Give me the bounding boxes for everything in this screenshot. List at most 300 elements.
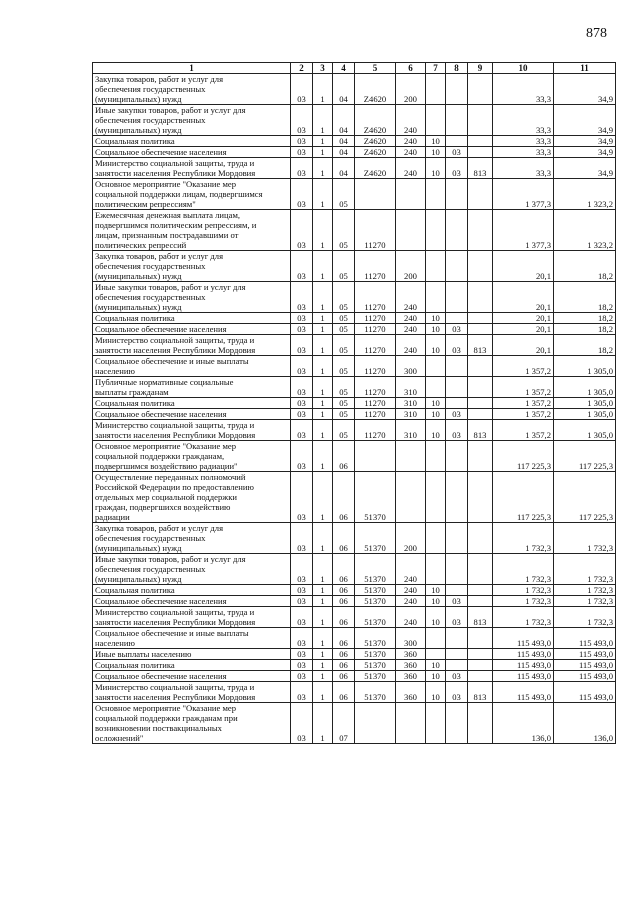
table-row [93, 441, 616, 472]
cell-col-6: 240 [396, 136, 426, 147]
cell-col-6: 240 [396, 147, 426, 158]
cell-col-3: 1 [313, 441, 333, 472]
cell-col-6: 240 [396, 607, 426, 628]
cell-col-8 [446, 649, 468, 660]
cell-amount-10: 1 357,2 [493, 377, 554, 398]
cell-col-5: 51370 [355, 554, 396, 585]
table-row [93, 282, 616, 313]
cell-col-9 [468, 210, 493, 251]
cell-col-3: 1 [313, 179, 333, 210]
row-name: Социальное обеспечение и иные выплаты населению [93, 356, 291, 377]
cell-amount-10: 33,3 [493, 158, 554, 179]
table-row [93, 554, 616, 585]
row-name: Основное мероприятие "Оказание мер социальной поддержки гражданам, подвергшимся воздействию радиации" [93, 441, 291, 472]
cell-col-4: 05 [333, 420, 355, 441]
cell-col-4: 06 [333, 585, 355, 596]
cell-col-4: 04 [333, 158, 355, 179]
cell-col-4: 05 [333, 210, 355, 251]
row-name: Социальная политика [93, 585, 291, 596]
cell-col-6: 300 [396, 356, 426, 377]
table-row [93, 210, 616, 251]
cell-col-7: 10 [426, 671, 446, 682]
cell-col-3: 1 [313, 420, 333, 441]
cell-col-5: 11270 [355, 335, 396, 356]
table-row [93, 313, 616, 324]
cell-col-8 [446, 398, 468, 409]
row-name: Публичные нормативные социальные выплаты гражданам [93, 377, 291, 398]
table-row [93, 324, 616, 335]
cell-amount-10: 20,1 [493, 282, 554, 313]
cell-col-7: 10 [426, 596, 446, 607]
cell-col-7 [426, 356, 446, 377]
cell-amount-10: 115 493,0 [493, 628, 554, 649]
table-row [93, 585, 616, 596]
cell-col-3: 1 [313, 554, 333, 585]
cell-amount-10: 20,1 [493, 251, 554, 282]
cell-col-6: 360 [396, 682, 426, 703]
cell-col-3: 1 [313, 282, 333, 313]
cell-amount-10: 136,0 [493, 703, 554, 744]
cell-amount-11: 1 732,3 [554, 607, 616, 628]
cell-col-3: 1 [313, 409, 333, 420]
table-row [93, 607, 616, 628]
cell-col-8: 03 [446, 324, 468, 335]
cell-col-5: 51370 [355, 585, 396, 596]
cell-col-4: 06 [333, 660, 355, 671]
cell-amount-10: 1 732,3 [493, 596, 554, 607]
row-name: Иные выплаты населению [93, 649, 291, 660]
cell-amount-11: 1 732,3 [554, 585, 616, 596]
table-row [93, 136, 616, 147]
row-name: Закупка товаров, работ и услуг для обеспечения государственных (муниципальных) нужд [93, 523, 291, 554]
cell-col-4: 05 [333, 335, 355, 356]
cell-col-2: 03 [291, 398, 313, 409]
cell-amount-11: 1 732,3 [554, 596, 616, 607]
cell-col-2: 03 [291, 671, 313, 682]
cell-col-5: 51370 [355, 472, 396, 523]
cell-col-3: 1 [313, 158, 333, 179]
cell-col-2: 03 [291, 158, 313, 179]
cell-col-8: 03 [446, 409, 468, 420]
column-header: 8 [446, 63, 468, 74]
table-row [93, 671, 616, 682]
cell-col-9 [468, 105, 493, 136]
cell-col-4: 07 [333, 703, 355, 744]
row-name: Социальное обеспечение населения [93, 147, 291, 158]
cell-col-3: 1 [313, 523, 333, 554]
cell-col-3: 1 [313, 251, 333, 282]
cell-col-2: 03 [291, 607, 313, 628]
column-header: 2 [291, 63, 313, 74]
cell-col-3: 1 [313, 596, 333, 607]
cell-col-8 [446, 441, 468, 472]
cell-amount-10: 33,3 [493, 74, 554, 105]
row-name: Социальное обеспечение населения [93, 596, 291, 607]
cell-col-7 [426, 251, 446, 282]
column-header: 4 [333, 63, 355, 74]
cell-col-2: 03 [291, 596, 313, 607]
cell-col-7: 10 [426, 660, 446, 671]
cell-col-4: 06 [333, 472, 355, 523]
cell-amount-10: 1 732,3 [493, 607, 554, 628]
cell-col-7: 10 [426, 147, 446, 158]
row-name: Министерство социальной защиты, труда и занятости населения Республики Мордовия [93, 682, 291, 703]
row-name: Иные закупки товаров, работ и услуг для обеспечения государственных (муниципальных) нужд [93, 282, 291, 313]
cell-amount-10: 115 493,0 [493, 649, 554, 660]
column-header: 9 [468, 63, 493, 74]
cell-col-5: 11270 [355, 251, 396, 282]
cell-col-7: 10 [426, 585, 446, 596]
cell-col-8: 03 [446, 420, 468, 441]
cell-col-9 [468, 671, 493, 682]
cell-col-5: 51370 [355, 671, 396, 682]
cell-amount-10: 115 493,0 [493, 671, 554, 682]
table-row [93, 147, 616, 158]
row-name: Социальная политика [93, 660, 291, 671]
cell-amount-11: 115 493,0 [554, 628, 616, 649]
cell-col-9 [468, 356, 493, 377]
cell-col-4: 06 [333, 607, 355, 628]
cell-col-8 [446, 74, 468, 105]
cell-col-6 [396, 441, 426, 472]
cell-col-6: 240 [396, 335, 426, 356]
cell-col-5 [355, 441, 396, 472]
row-name: Министерство социальной защиты, труда и занятости населения Республики Мордовия [93, 335, 291, 356]
cell-col-2: 03 [291, 703, 313, 744]
cell-col-6: 310 [396, 409, 426, 420]
cell-amount-11: 117 225,3 [554, 472, 616, 523]
cell-col-9 [468, 649, 493, 660]
cell-col-4: 05 [333, 251, 355, 282]
row-name: Основное мероприятие "Оказание мер социальной поддержки гражданам при возникновении поствакцинальных осложнений" [93, 703, 291, 744]
cell-col-7 [426, 179, 446, 210]
cell-col-6: 310 [396, 377, 426, 398]
cell-col-4: 05 [333, 409, 355, 420]
cell-col-6: 310 [396, 420, 426, 441]
cell-col-3: 1 [313, 660, 333, 671]
table-row [93, 409, 616, 420]
column-header: 10 [493, 63, 554, 74]
cell-col-5: 11270 [355, 210, 396, 251]
table-row [93, 472, 616, 523]
cell-col-5: 51370 [355, 649, 396, 660]
cell-col-5: 51370 [355, 607, 396, 628]
cell-col-6: 200 [396, 523, 426, 554]
cell-col-9 [468, 251, 493, 282]
cell-col-9: 813 [468, 607, 493, 628]
cell-col-6: 200 [396, 251, 426, 282]
cell-col-3: 1 [313, 147, 333, 158]
cell-col-4: 06 [333, 523, 355, 554]
cell-col-9 [468, 282, 493, 313]
cell-col-7 [426, 210, 446, 251]
cell-col-7: 10 [426, 398, 446, 409]
cell-amount-10: 1 732,3 [493, 523, 554, 554]
cell-amount-10: 1 377,3 [493, 179, 554, 210]
cell-col-5: 51370 [355, 628, 396, 649]
table-row [93, 420, 616, 441]
cell-amount-11: 18,2 [554, 282, 616, 313]
cell-amount-10: 1 732,3 [493, 554, 554, 585]
cell-col-6 [396, 703, 426, 744]
cell-col-4: 06 [333, 649, 355, 660]
cell-col-6: 240 [396, 585, 426, 596]
cell-col-7 [426, 554, 446, 585]
cell-col-8: 03 [446, 671, 468, 682]
cell-col-3: 1 [313, 377, 333, 398]
cell-col-7: 10 [426, 420, 446, 441]
cell-col-6: 200 [396, 74, 426, 105]
cell-col-5: 51370 [355, 596, 396, 607]
cell-col-7 [426, 703, 446, 744]
row-name: Закупка товаров, работ и услуг для обеспечения государственных (муниципальных) нужд [93, 74, 291, 105]
cell-amount-11: 115 493,0 [554, 671, 616, 682]
cell-col-6: 360 [396, 649, 426, 660]
cell-col-2: 03 [291, 136, 313, 147]
cell-amount-10: 20,1 [493, 335, 554, 356]
cell-amount-10: 1 377,3 [493, 210, 554, 251]
cell-amount-11: 1 305,0 [554, 377, 616, 398]
cell-amount-11: 1 323,2 [554, 179, 616, 210]
table-row [93, 649, 616, 660]
column-header: 6 [396, 63, 426, 74]
cell-amount-10: 1 357,2 [493, 398, 554, 409]
cell-col-4: 04 [333, 147, 355, 158]
cell-col-7: 10 [426, 607, 446, 628]
cell-col-3: 1 [313, 585, 333, 596]
cell-amount-11: 1 305,0 [554, 420, 616, 441]
cell-col-3: 1 [313, 607, 333, 628]
cell-col-2: 03 [291, 356, 313, 377]
table-row [93, 356, 616, 377]
cell-amount-10: 117 225,3 [493, 441, 554, 472]
cell-col-6: 360 [396, 671, 426, 682]
cell-col-8 [446, 136, 468, 147]
cell-col-2: 03 [291, 420, 313, 441]
cell-col-9 [468, 585, 493, 596]
cell-col-7: 10 [426, 313, 446, 324]
cell-amount-11: 117 225,3 [554, 441, 616, 472]
cell-col-2: 03 [291, 210, 313, 251]
cell-col-5: 11270 [355, 313, 396, 324]
row-name: Социальная политика [93, 313, 291, 324]
cell-amount-10: 33,3 [493, 105, 554, 136]
cell-col-9 [468, 660, 493, 671]
cell-col-2: 03 [291, 554, 313, 585]
cell-col-2: 03 [291, 324, 313, 335]
cell-col-3: 1 [313, 74, 333, 105]
cell-amount-11: 34,9 [554, 158, 616, 179]
cell-amount-11: 18,2 [554, 324, 616, 335]
cell-col-9 [468, 409, 493, 420]
cell-col-7: 10 [426, 409, 446, 420]
cell-amount-11: 1 305,0 [554, 356, 616, 377]
cell-col-5: 51370 [355, 682, 396, 703]
row-name: Социальное обеспечение населения [93, 409, 291, 420]
cell-col-9 [468, 554, 493, 585]
table-row [93, 335, 616, 356]
row-name: Социальная политика [93, 136, 291, 147]
cell-col-5: 11270 [355, 282, 396, 313]
cell-col-4: 05 [333, 398, 355, 409]
cell-col-9 [468, 596, 493, 607]
cell-col-8 [446, 628, 468, 649]
cell-col-8 [446, 251, 468, 282]
cell-col-8 [446, 523, 468, 554]
row-name: Социальное обеспечение и иные выплаты населению [93, 628, 291, 649]
cell-amount-10: 1 357,2 [493, 356, 554, 377]
cell-amount-11: 1 323,2 [554, 210, 616, 251]
cell-col-6: 310 [396, 398, 426, 409]
cell-col-9 [468, 179, 493, 210]
cell-col-2: 03 [291, 649, 313, 660]
row-name: Министерство социальной защиты, труда и занятости населения Республики Мордовия [93, 420, 291, 441]
cell-col-7 [426, 74, 446, 105]
cell-col-6 [396, 179, 426, 210]
cell-amount-11: 115 493,0 [554, 682, 616, 703]
cell-col-7 [426, 628, 446, 649]
cell-col-8 [446, 660, 468, 671]
cell-col-2: 03 [291, 441, 313, 472]
table-row [93, 251, 616, 282]
cell-col-4: 05 [333, 282, 355, 313]
cell-col-6 [396, 472, 426, 523]
cell-col-2: 03 [291, 409, 313, 420]
cell-col-2: 03 [291, 335, 313, 356]
row-name: Иные закупки товаров, работ и услуг для обеспечения государственных (муниципальных) нужд [93, 554, 291, 585]
row-name: Иные закупки товаров, работ и услуг для обеспечения государственных (муниципальных) нужд [93, 105, 291, 136]
column-header: 1 [93, 63, 291, 74]
cell-col-9 [468, 703, 493, 744]
cell-col-5: Z4620 [355, 136, 396, 147]
cell-col-2: 03 [291, 628, 313, 649]
cell-col-4: 06 [333, 554, 355, 585]
table-row [93, 158, 616, 179]
cell-col-4: 04 [333, 105, 355, 136]
table-row [93, 398, 616, 409]
cell-col-5: 11270 [355, 398, 396, 409]
cell-col-5: 11270 [355, 420, 396, 441]
cell-col-7: 10 [426, 335, 446, 356]
cell-col-4: 06 [333, 441, 355, 472]
cell-col-7 [426, 105, 446, 136]
cell-amount-11: 34,9 [554, 105, 616, 136]
table-row [93, 179, 616, 210]
cell-col-3: 1 [313, 398, 333, 409]
cell-amount-10: 117 225,3 [493, 472, 554, 523]
cell-amount-10: 115 493,0 [493, 660, 554, 671]
cell-col-6: 240 [396, 313, 426, 324]
row-name: Закупка товаров, работ и услуг для обеспечения государственных (муниципальных) нужд [93, 251, 291, 282]
table-header-row [93, 63, 616, 74]
cell-col-2: 03 [291, 105, 313, 136]
cell-col-6: 240 [396, 158, 426, 179]
cell-col-9 [468, 377, 493, 398]
cell-col-3: 1 [313, 682, 333, 703]
cell-col-6 [396, 210, 426, 251]
cell-col-4: 05 [333, 313, 355, 324]
cell-amount-11: 115 493,0 [554, 660, 616, 671]
cell-col-8 [446, 703, 468, 744]
cell-col-4: 06 [333, 682, 355, 703]
row-name: Ежемесячная денежная выплата лицам, подвергшимся политическим репрессиям, и лицам, признанным пострадавшими от политических репрессий [93, 210, 291, 251]
cell-col-2: 03 [291, 523, 313, 554]
cell-col-3: 1 [313, 136, 333, 147]
cell-col-7 [426, 441, 446, 472]
cell-amount-10: 1 357,2 [493, 420, 554, 441]
cell-amount-10: 1 357,2 [493, 409, 554, 420]
cell-col-9: 813 [468, 420, 493, 441]
table-row [93, 703, 616, 744]
cell-amount-11: 18,2 [554, 335, 616, 356]
cell-amount-10: 20,1 [493, 313, 554, 324]
cell-col-4: 05 [333, 324, 355, 335]
cell-col-8 [446, 210, 468, 251]
cell-col-8 [446, 356, 468, 377]
cell-col-5: 11270 [355, 409, 396, 420]
table-body [93, 74, 616, 744]
cell-col-8: 03 [446, 596, 468, 607]
cell-col-5: 11270 [355, 356, 396, 377]
cell-col-5: Z4620 [355, 74, 396, 105]
cell-col-7 [426, 282, 446, 313]
cell-col-9: 813 [468, 158, 493, 179]
cell-col-6: 240 [396, 554, 426, 585]
row-name: Министерство социальной защиты, труда и занятости населения Республики Мордовия [93, 158, 291, 179]
cell-col-7: 10 [426, 158, 446, 179]
cell-amount-11: 1 305,0 [554, 398, 616, 409]
page-number: 878 [586, 26, 607, 41]
cell-col-9 [468, 472, 493, 523]
cell-col-3: 1 [313, 335, 333, 356]
cell-col-3: 1 [313, 472, 333, 523]
cell-col-8 [446, 313, 468, 324]
cell-col-8 [446, 179, 468, 210]
cell-col-2: 03 [291, 147, 313, 158]
table-row [93, 377, 616, 398]
cell-col-5: Z4620 [355, 158, 396, 179]
cell-amount-10: 20,1 [493, 324, 554, 335]
table-row [93, 596, 616, 607]
cell-col-2: 03 [291, 282, 313, 313]
cell-col-3: 1 [313, 703, 333, 744]
column-header: 11 [554, 63, 616, 74]
cell-col-8 [446, 585, 468, 596]
cell-col-2: 03 [291, 682, 313, 703]
cell-col-5: Z4620 [355, 105, 396, 136]
cell-col-3: 1 [313, 210, 333, 251]
row-name: Социальная политика [93, 398, 291, 409]
cell-col-8 [446, 105, 468, 136]
cell-col-5: 51370 [355, 660, 396, 671]
cell-col-8: 03 [446, 147, 468, 158]
cell-col-6: 360 [396, 660, 426, 671]
cell-amount-11: 1 732,3 [554, 523, 616, 554]
cell-col-2: 03 [291, 179, 313, 210]
cell-col-5: Z4620 [355, 147, 396, 158]
cell-col-2: 03 [291, 74, 313, 105]
cell-amount-10: 1 732,3 [493, 585, 554, 596]
cell-col-9 [468, 441, 493, 472]
cell-col-3: 1 [313, 324, 333, 335]
cell-amount-11: 34,9 [554, 147, 616, 158]
cell-col-7 [426, 649, 446, 660]
cell-col-7: 10 [426, 324, 446, 335]
cell-col-9 [468, 313, 493, 324]
cell-col-2: 03 [291, 251, 313, 282]
cell-col-9 [468, 523, 493, 554]
cell-col-5 [355, 703, 396, 744]
